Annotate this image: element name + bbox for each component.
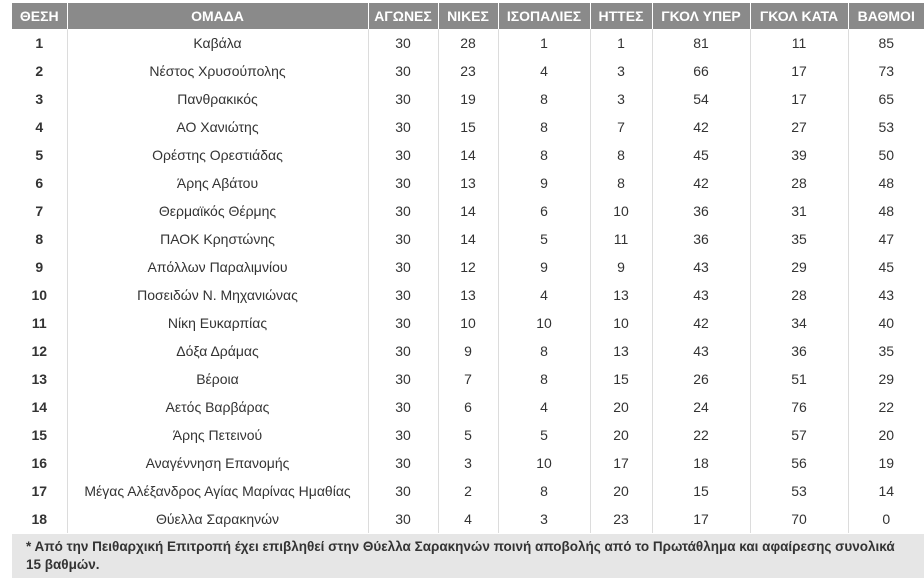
matches-cell: 30 — [368, 281, 438, 309]
table-row — [12, 393, 924, 421]
losses-cell: 23 — [590, 505, 652, 533]
losses-cell: 8 — [590, 169, 652, 197]
position-cell: 16 — [12, 449, 67, 477]
matches-cell: 30 — [368, 57, 438, 85]
goals-against-cell: 11 — [750, 29, 848, 57]
wins-cell: 2 — [438, 477, 498, 505]
matches-cell: 30 — [368, 85, 438, 113]
goals-against-cell: 76 — [750, 393, 848, 421]
goals-for-cell: 36 — [652, 197, 750, 225]
draws-cell: 5 — [498, 225, 590, 253]
points-cell: 29 — [848, 365, 924, 393]
table-row — [12, 253, 924, 281]
goals-against-cell: 34 — [750, 309, 848, 337]
goals-against-cell: 27 — [750, 113, 848, 141]
table-row — [12, 449, 924, 477]
goals-for-cell: 22 — [652, 421, 750, 449]
position-cell: 11 — [12, 309, 67, 337]
team-cell: Θερμαϊκός Θέρμης — [67, 197, 368, 225]
team-cell: Νέστος Χρυσούπολης — [67, 57, 368, 85]
position-cell: 10 — [12, 281, 67, 309]
footnote: * Από την Πειθαρχική Επιτροπή έχει επιβληθεί στην Θύελλα Σαρακηνών ποινή αποβολής από το Πρωτάθλημα και αφαίρεσης συνολικά 15 βαθμών. — [12, 534, 924, 578]
team-cell: Δόξα Δράμας — [67, 337, 368, 365]
goals-against-cell: 28 — [750, 281, 848, 309]
goals-for-cell: 54 — [652, 85, 750, 113]
goals-for-cell: 36 — [652, 225, 750, 253]
position-cell: 5 — [12, 141, 67, 169]
goals-against-cell: 31 — [750, 197, 848, 225]
draws-cell: 8 — [498, 365, 590, 393]
wins-cell: 13 — [438, 169, 498, 197]
position-cell: 8 — [12, 225, 67, 253]
draws-cell: 1 — [498, 29, 590, 57]
draws-cell: 4 — [498, 281, 590, 309]
column-wins-header: ΝΙΚΕΣ — [438, 3, 498, 29]
points-cell: 40 — [848, 309, 924, 337]
goals-against-cell: 70 — [750, 505, 848, 533]
position-cell: 18 — [12, 505, 67, 533]
points-cell: 50 — [848, 141, 924, 169]
goals-against-cell: 56 — [750, 449, 848, 477]
goals-for-cell: 42 — [652, 169, 750, 197]
team-cell: Ποσειδών Ν. Μηχανιώνας — [67, 281, 368, 309]
column-points-header: ΒΑΘΜΟΙ — [848, 3, 924, 29]
position-cell: 12 — [12, 337, 67, 365]
column-team-header: ΟΜΑΔΑ — [67, 3, 368, 29]
wins-cell: 13 — [438, 281, 498, 309]
goals-for-cell: 43 — [652, 281, 750, 309]
goals-against-cell: 36 — [750, 337, 848, 365]
goals-for-cell: 81 — [652, 29, 750, 57]
losses-cell: 10 — [590, 309, 652, 337]
wins-cell: 4 — [438, 505, 498, 533]
team-cell: Απόλλων Παραλιμνίου — [67, 253, 368, 281]
points-cell: 19 — [848, 449, 924, 477]
losses-cell: 15 — [590, 365, 652, 393]
goals-for-cell: 26 — [652, 365, 750, 393]
goals-for-cell: 43 — [652, 253, 750, 281]
position-cell: 1 — [12, 29, 67, 57]
team-cell: Αναγέννηση Επανομής — [67, 449, 368, 477]
wins-cell: 14 — [438, 141, 498, 169]
wins-cell: 14 — [438, 225, 498, 253]
goals-for-cell: 43 — [652, 337, 750, 365]
column-losses-header: ΗΤΤΕΣ — [590, 3, 652, 29]
points-cell: 48 — [848, 197, 924, 225]
header-row — [12, 3, 924, 29]
position-cell: 17 — [12, 477, 67, 505]
goals-against-cell: 17 — [750, 57, 848, 85]
losses-cell: 10 — [590, 197, 652, 225]
column-draws-header: ΙΣΟΠΑΛΙΕΣ — [498, 3, 590, 29]
draws-cell: 8 — [498, 85, 590, 113]
draws-cell: 5 — [498, 421, 590, 449]
position-cell: 2 — [12, 57, 67, 85]
losses-cell: 13 — [590, 281, 652, 309]
points-cell: 14 — [848, 477, 924, 505]
points-cell: 0 — [848, 505, 924, 533]
draws-cell: 3 — [498, 505, 590, 533]
losses-cell: 3 — [590, 57, 652, 85]
team-cell: Άρης Πετεινού — [67, 421, 368, 449]
column-goals-for-header: ΓΚΟΛ ΥΠΕΡ — [652, 3, 750, 29]
draws-cell: 4 — [498, 57, 590, 85]
position-cell: 9 — [12, 253, 67, 281]
column-matches-header: ΑΓΩΝΕΣ — [368, 3, 438, 29]
matches-cell: 30 — [368, 169, 438, 197]
team-cell: Πανθρακικός — [67, 85, 368, 113]
table-row — [12, 505, 924, 533]
goals-for-cell: 45 — [652, 141, 750, 169]
goals-for-cell: 42 — [652, 113, 750, 141]
matches-cell: 30 — [368, 141, 438, 169]
column-position-header: ΘΕΣΗ — [12, 3, 67, 29]
goals-for-cell: 17 — [652, 505, 750, 533]
matches-cell: 30 — [368, 421, 438, 449]
team-cell: Άρης Αβάτου — [67, 169, 368, 197]
position-cell: 3 — [12, 85, 67, 113]
matches-cell: 30 — [368, 505, 438, 533]
position-cell: 4 — [12, 113, 67, 141]
draws-cell: 8 — [498, 113, 590, 141]
goals-for-cell: 15 — [652, 477, 750, 505]
position-cell: 15 — [12, 421, 67, 449]
goals-against-cell: 39 — [750, 141, 848, 169]
team-cell: Θύελλα Σαρακηνών — [67, 505, 368, 533]
table-row — [12, 29, 924, 57]
column-goals-against-header: ΓΚΟΛ ΚΑΤΑ — [750, 3, 848, 29]
points-cell: 22 — [848, 393, 924, 421]
wins-cell: 12 — [438, 253, 498, 281]
wins-cell: 19 — [438, 85, 498, 113]
table-body — [12, 29, 924, 533]
goals-for-cell: 24 — [652, 393, 750, 421]
matches-cell: 30 — [368, 365, 438, 393]
matches-cell: 30 — [368, 113, 438, 141]
draws-cell: 8 — [498, 337, 590, 365]
table-row — [12, 365, 924, 393]
wins-cell: 23 — [438, 57, 498, 85]
table-row — [12, 141, 924, 169]
points-cell: 20 — [848, 421, 924, 449]
table-header — [12, 3, 924, 29]
draws-cell: 10 — [498, 449, 590, 477]
goals-for-cell: 42 — [652, 309, 750, 337]
draws-cell: 8 — [498, 141, 590, 169]
position-cell: 6 — [12, 169, 67, 197]
points-cell: 35 — [848, 337, 924, 365]
team-cell: ΠΑΟΚ Κρηστώνης — [67, 225, 368, 253]
wins-cell: 10 — [438, 309, 498, 337]
goals-for-cell: 66 — [652, 57, 750, 85]
team-cell: Ορέστης Ορεστιάδας — [67, 141, 368, 169]
wins-cell: 6 — [438, 393, 498, 421]
matches-cell: 30 — [368, 197, 438, 225]
matches-cell: 30 — [368, 477, 438, 505]
table-row — [12, 309, 924, 337]
matches-cell: 30 — [368, 393, 438, 421]
draws-cell: 6 — [498, 197, 590, 225]
team-cell: Βέροια — [67, 365, 368, 393]
goals-against-cell: 29 — [750, 253, 848, 281]
matches-cell: 30 — [368, 253, 438, 281]
table-row — [12, 421, 924, 449]
points-cell: 53 — [848, 113, 924, 141]
draws-cell: 8 — [498, 477, 590, 505]
losses-cell: 1 — [590, 29, 652, 57]
losses-cell: 20 — [590, 393, 652, 421]
wins-cell: 5 — [438, 421, 498, 449]
draws-cell: 4 — [498, 393, 590, 421]
losses-cell: 13 — [590, 337, 652, 365]
goals-against-cell: 35 — [750, 225, 848, 253]
points-cell: 48 — [848, 169, 924, 197]
table-row — [12, 169, 924, 197]
losses-cell: 8 — [590, 141, 652, 169]
table-row — [12, 477, 924, 505]
wins-cell: 14 — [438, 197, 498, 225]
standings-table — [12, 3, 924, 533]
position-cell: 13 — [12, 365, 67, 393]
losses-cell: 7 — [590, 113, 652, 141]
points-cell: 45 — [848, 253, 924, 281]
wins-cell: 28 — [438, 29, 498, 57]
goals-against-cell: 51 — [750, 365, 848, 393]
losses-cell: 20 — [590, 421, 652, 449]
points-cell: 73 — [848, 57, 924, 85]
losses-cell: 3 — [590, 85, 652, 113]
losses-cell: 11 — [590, 225, 652, 253]
matches-cell: 30 — [368, 309, 438, 337]
wins-cell: 7 — [438, 365, 498, 393]
position-cell: 7 — [12, 197, 67, 225]
losses-cell: 20 — [590, 477, 652, 505]
table-row — [12, 337, 924, 365]
draws-cell: 9 — [498, 253, 590, 281]
team-cell: ΑΟ Χανιώτης — [67, 113, 368, 141]
team-cell: Μέγας Αλέξανδρος Αγίας Μαρίνας Ημαθίας — [67, 477, 368, 505]
losses-cell: 17 — [590, 449, 652, 477]
goals-against-cell: 17 — [750, 85, 848, 113]
goals-against-cell: 53 — [750, 477, 848, 505]
draws-cell: 10 — [498, 309, 590, 337]
goals-against-cell: 28 — [750, 169, 848, 197]
table-row — [12, 197, 924, 225]
wins-cell: 9 — [438, 337, 498, 365]
team-cell: Νίκη Ευκαρπίας — [67, 309, 368, 337]
losses-cell: 9 — [590, 253, 652, 281]
draws-cell: 9 — [498, 169, 590, 197]
table-row — [12, 281, 924, 309]
team-cell: Καβάλα — [67, 29, 368, 57]
wins-cell: 15 — [438, 113, 498, 141]
points-cell: 43 — [848, 281, 924, 309]
matches-cell: 30 — [368, 337, 438, 365]
table-row — [12, 85, 924, 113]
points-cell: 85 — [848, 29, 924, 57]
points-cell: 65 — [848, 85, 924, 113]
wins-cell: 3 — [438, 449, 498, 477]
matches-cell: 30 — [368, 29, 438, 57]
matches-cell: 30 — [368, 225, 438, 253]
table-row — [12, 113, 924, 141]
team-cell: Αετός Βαρβάρας — [67, 393, 368, 421]
table-row — [12, 57, 924, 85]
matches-cell: 30 — [368, 449, 438, 477]
points-cell: 47 — [848, 225, 924, 253]
table-row — [12, 225, 924, 253]
goals-against-cell: 57 — [750, 421, 848, 449]
goals-for-cell: 18 — [652, 449, 750, 477]
position-cell: 14 — [12, 393, 67, 421]
